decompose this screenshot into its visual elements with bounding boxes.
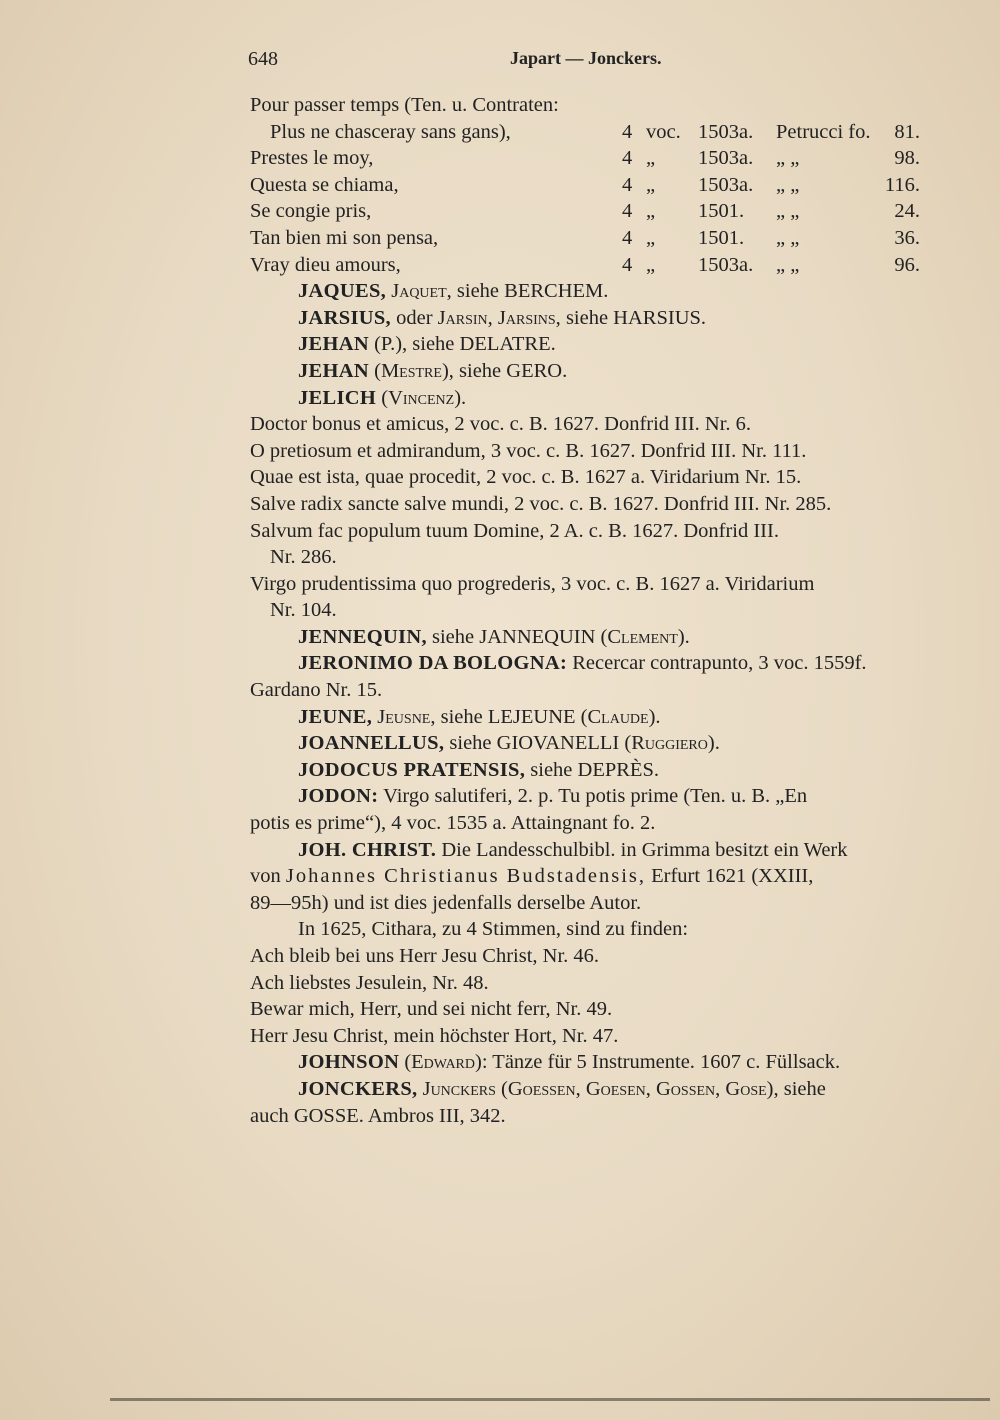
entry-jonckers [250,1076,930,1103]
voice-count: 4 [622,173,633,196]
entry-jeronimo [250,650,930,677]
entry-alt-name: Jarsin, [437,306,493,329]
entry-text: ). [707,732,720,755]
entry-text: siehe JANNEQUIN ( [432,625,608,648]
publication-source: „ „ [776,173,800,196]
entry-jodocus [250,757,930,784]
running-title: Japart — Jonckers. [510,48,662,68]
entry-text: ). [677,625,690,648]
publication-year: 1503a. [698,253,754,276]
work-line: Ach bleib bei uns Herr Jesu Christ, Nr. 46. [250,945,600,967]
publication-year: 1503a. [698,147,754,170]
page-number: 648 [248,48,278,70]
entry-continuation [250,863,930,890]
entry-name: JARSIUS, [298,306,391,329]
entry-text: ), siehe [766,1077,826,1100]
page-body [250,92,930,1129]
entry-alt-name: Mestre [380,359,442,382]
entry-continuation: auch GOSSE. Ambros III, 342. [250,1104,506,1127]
works-table-row [250,225,930,252]
entry-text: ( [495,1077,508,1100]
voice-label: voc. [646,120,681,143]
voice-count: 4 [622,120,633,143]
voice-count: 4 [622,226,633,249]
work-line: Salve radix sancte salve mundi, 2 voc. c. B. 1627. Donfrid III. Nr. 285. [250,492,832,515]
page-header [248,48,928,78]
entry-jodon [250,783,930,810]
works-table-row [250,252,930,279]
work-title: Prestes le moy, [250,147,374,170]
publication-source: Petrucci fo. [776,120,871,143]
entry-name: JEUNE, [298,705,373,728]
entry-text: oder [396,306,433,329]
entry-text: ). [454,386,467,409]
entry-johnson [250,1049,930,1076]
entry-jehan-p [250,331,930,358]
entry-text: Virgo salutiferi, 2. p. Tu potis prime (Ten. u. B. „En [383,785,808,808]
voice-label: „ [646,253,656,276]
entry-text: siehe BERCHEM. [456,280,609,303]
work-line: Salvum fac populum tuum Domine, 2 A. c. B. 1627. Donfrid III. [250,519,779,542]
entry-jaques [250,278,930,305]
work-line: Ach liebstes Jesulein, Nr. 48. [250,971,489,994]
entry-jehan-mestre [250,358,930,385]
entry-alt-name: Claude [587,705,649,728]
entry-name: JERONIMO DA BOLOGNA: [298,652,568,675]
publication-source: „ „ [776,253,800,276]
works-table-row [250,119,930,146]
entry-name: JEHAN [298,359,369,382]
entry-name: JOANNELLUS, [298,732,445,755]
entry-alt-name: Junckers [422,1077,496,1100]
entry-name: JEHAN [298,333,369,356]
entry-jelich [250,385,930,412]
entry-text: siehe GIOVANELLI ( [449,732,632,755]
entry-spaced-name: Johannes Christianus Budstadensis, [285,865,646,888]
work-line: Virgo prudentissima quo progrederis, 3 voc. c. B. 1627 a. Viridarium [250,572,815,595]
work-line: Doctor bonus et amicus, 2 voc. c. B. 1627. Donfrid III. Nr. 6. [250,413,752,436]
entry-jennequin [250,624,930,651]
entry-name: JAQUES, [298,280,387,303]
folio-number: 116. [884,173,920,196]
entry-name: JONCKERS, [298,1077,418,1100]
work-title: Questa se chiama, [250,173,399,196]
entry-name: JOHNSON [298,1051,400,1074]
works-table [250,119,930,279]
voice-label: „ [646,200,656,223]
work-title: Vray dieu amours, [250,253,401,276]
publication-year: 1501. [698,200,745,223]
work-line: Quae est ista, quae procedit, 2 voc. c. B. 1627 a. Viridarium Nr. 15. [250,466,802,489]
folio-number: 81. [894,120,920,143]
works-table-row [250,198,930,225]
entry-text: siehe DEPRÈS. [530,758,659,781]
entry-text: Recercar contrapunto, 3 voc. 1559f. [572,652,867,675]
publication-year: 1501. [698,226,745,249]
text-line: Pour passer temps (Ten. u. Contraten: [250,94,559,116]
voice-label: „ [646,173,656,196]
publication-source: „ „ [776,226,800,249]
entry-text: siehe LEJEUNE ( [440,705,588,728]
entry-alt-name: Clement [607,625,678,648]
entry-text: von [250,865,281,888]
work-line: Nr. 286. [270,546,337,569]
entry-alt-name: Ruggiero [631,732,708,755]
entry-alt-name: Jeusne, [377,705,436,728]
entry-text: (P.), siehe DELATRE. [374,333,556,356]
entry-alt-name: Gose [725,1077,767,1100]
entry-joh-christ [250,837,930,864]
works-table-row [250,172,930,199]
entry-text: ). [648,705,661,728]
publication-source: „ „ [776,200,800,223]
entry-text: ): Tänze für 5 Instrumente. 1607 c. Füllsack. [475,1051,841,1074]
works-table-row [250,145,930,172]
entry-text: Die Landesschulbibl. in Grimma besitzt ein Werk [441,838,848,861]
entry-name: JOH. CHRIST. [298,838,437,861]
entry-alt-name: Gossen, [656,1077,721,1100]
folio-number: 24. [894,200,920,223]
entry-name: JELICH [298,386,377,409]
entry-continuation: 89—95h) und ist dies jedenfalls derselbe Autor. [250,891,642,914]
folio-number: 98. [894,147,920,170]
entry-jeune [250,704,930,731]
entry-alt-name: Jarsins, [497,306,561,329]
entry-continuation: Gardano Nr. 15. [250,679,383,702]
entry-alt-name: Vincenz [388,386,455,409]
page-bottom-edge [110,1398,990,1401]
folio-number: 96. [894,253,920,276]
entry-name: JODOCUS PRATENSIS, [298,758,526,781]
entry-alt-name: Goessen, [507,1077,581,1100]
work-line: Nr. 104. [270,599,337,622]
publication-year: 1503a. [698,173,754,196]
folio-number: 36. [894,226,920,249]
entry-name: JODON: [298,785,379,808]
entry-text: Erfurt 1621 (XXIII, [651,865,814,888]
voice-count: 4 [622,147,633,170]
entry-alt-name: Edward [411,1051,476,1074]
entry-name: JENNEQUIN, [298,625,427,648]
entry-text: siehe HARSIUS. [565,306,707,329]
work-title: Se congie pris, [250,200,372,223]
publication-year: 1503a. [698,120,754,143]
entry-continuation: In 1625, Cithara, zu 4 Stimmen, sind zu finden: [298,918,689,941]
work-line: Bewar mich, Herr, und sei nicht ferr, Nr. 49. [250,998,613,1021]
entry-joannellus [250,730,930,757]
voice-label: „ [646,226,656,249]
entry-jarsius [250,305,930,332]
work-line: Herr Jesu Christ, mein höchster Hort, Nr. 47. [250,1024,619,1047]
work-title: Tan bien mi son pensa, [250,226,439,249]
entry-continuation: potis es prime“), 4 voc. 1535 a. Attaingnant fo. 2. [250,812,656,835]
voice-label: „ [646,147,656,170]
voice-count: 4 [622,253,633,276]
entry-text: ( [374,359,381,382]
publication-source: „ „ [776,147,800,170]
entry-alt-name: Jaquet, [391,280,452,303]
entry-text: ( [381,386,389,409]
work-title: Plus ne chasceray sans gans), [270,120,511,143]
entry-text: ( [404,1051,412,1074]
entry-alt-name: Goesen, [585,1077,651,1100]
entry-text: ), siehe GERO. [441,359,568,382]
voice-count: 4 [622,200,633,223]
work-line: O pretiosum et admirandum, 3 voc. c. B. 1627. Donfrid III. Nr. 111. [250,439,807,462]
